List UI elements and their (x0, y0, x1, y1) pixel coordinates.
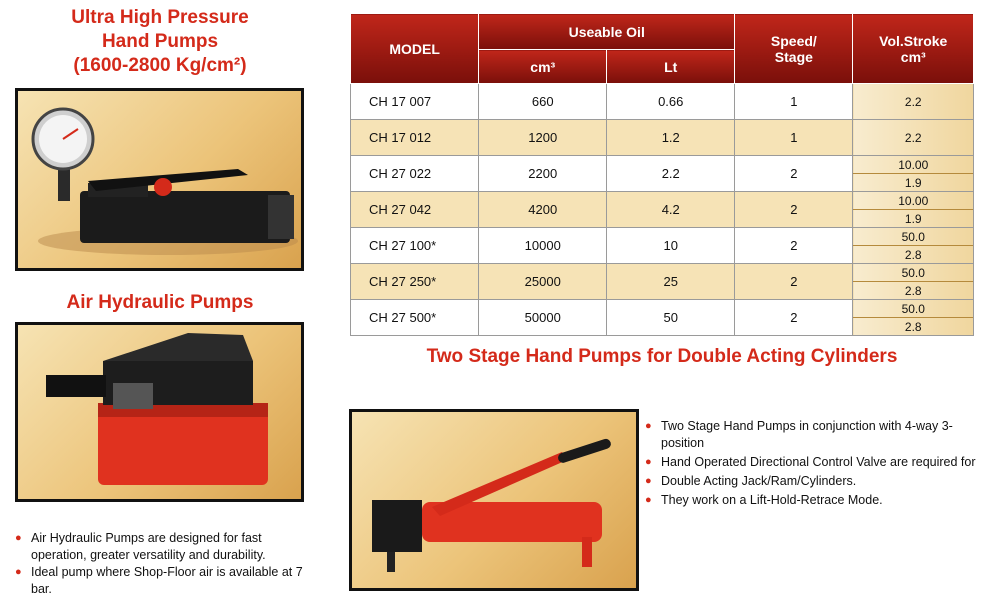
vol-stroke-value: 10.00 (853, 156, 973, 174)
cell-cm3: 10000 (479, 228, 607, 264)
vol-stroke-value: 50.0 (853, 300, 973, 318)
cell-cm3: 25000 (479, 264, 607, 300)
vol-stroke-value: 2.8 (904, 283, 922, 298)
vol-stroke-value: 2.8 (904, 319, 922, 334)
cell-model: CH 17 007 (351, 84, 479, 120)
header-vol-stroke: Vol.Stroke cm³ (853, 14, 974, 84)
cell-cm3: 660 (479, 84, 607, 120)
cell-lt: 2.2 (607, 156, 735, 192)
vol-stroke-value: 2.8 (904, 247, 922, 262)
vol-stroke-value: 2.2 (904, 130, 922, 145)
cell-lt: 10 (607, 228, 735, 264)
two-stage-bullet-4: ● They work on a Lift-Hold-Retrace Mode. (645, 492, 990, 509)
cell-lt: 25 (607, 264, 735, 300)
cell-speed: 1 (735, 84, 853, 120)
cell-lt: 0.66 (607, 84, 735, 120)
cell-model: CH 27 250* (351, 264, 479, 300)
air-pump-bullets (15, 530, 305, 598)
cell-model: CH 27 042 (351, 192, 479, 228)
two-stage-bullets (645, 418, 990, 509)
ultra-pump-title-line2: Hand Pumps (101, 31, 219, 52)
two-stage-bullet-3: ● Double Acting Jack/Ram/Cylinders. (645, 473, 990, 490)
header-useable-oil: Useable Oil (479, 14, 735, 50)
cell-vol-stroke (853, 156, 974, 192)
header-model: MODEL (351, 14, 479, 84)
cell-cm3: 2200 (479, 156, 607, 192)
cell-model: CH 27 022 (351, 156, 479, 192)
air-pump-title: Air Hydraulic Pumps (66, 292, 254, 313)
cell-vol-stroke (853, 300, 974, 336)
vol-stroke-value: 1.9 (904, 211, 922, 226)
vol-stroke-value: 50.0 (853, 228, 973, 246)
cell-speed: 2 (735, 264, 853, 300)
spec-table-body (351, 84, 974, 336)
cell-model: CH 17 012 (351, 120, 479, 156)
ultra-pump-photo (15, 88, 304, 271)
cell-vol-stroke (853, 192, 974, 228)
table-row (351, 192, 974, 228)
cell-cm3: 50000 (479, 300, 607, 336)
ultra-pump-title-line1: Ultra High Pressure (71, 7, 249, 28)
cell-cm3: 4200 (479, 192, 607, 228)
vol-stroke-value: 50.0 (853, 264, 973, 282)
cell-vol-stroke (853, 228, 974, 264)
cell-lt: 4.2 (607, 192, 735, 228)
hand-pump-image (18, 91, 301, 268)
two-stage-bullet-1: ● Two Stage Hand Pumps in conjunction with 4-way 3-position (645, 418, 990, 452)
ultra-pump-title (30, 6, 290, 78)
spec-table (350, 13, 974, 336)
cell-speed: 2 (735, 192, 853, 228)
two-stage-bullet-2: ● Hand Operated Directional Control Valve are required for (645, 454, 990, 471)
cell-speed: 2 (735, 228, 853, 264)
cell-vol-stroke (853, 120, 974, 156)
vol-stroke-value: 10.00 (853, 192, 973, 210)
cell-cm3: 1200 (479, 120, 607, 156)
cell-vol-stroke (853, 84, 974, 120)
cell-model: CH 27 100* (351, 228, 479, 264)
table-row (351, 120, 974, 156)
vol-stroke-value: 1.9 (904, 175, 922, 190)
table-row (351, 300, 974, 336)
header-lt: Lt (607, 50, 735, 84)
header-speed-stage: Speed/ Stage (735, 14, 853, 84)
table-row (351, 84, 974, 120)
table-row (351, 156, 974, 192)
ultra-pump-title-line3: (1600-2800 Kg/cm²) (73, 55, 247, 76)
vol-stroke-value: 2.2 (904, 94, 922, 109)
table-row (351, 264, 974, 300)
cell-lt: 1.2 (607, 120, 735, 156)
two-stage-pump-photo (349, 409, 639, 591)
cell-model: CH 27 500* (351, 300, 479, 336)
cell-speed: 2 (735, 300, 853, 336)
header-cm3: cm³ (479, 50, 607, 84)
air-pump-photo (15, 322, 304, 502)
air-bullet-1: ● Air Hydraulic Pumps are designed for fast operation, greater versatility and durability. (15, 530, 305, 564)
air-bullet-2: ● Ideal pump where Shop-Floor air is available at 7 bar. (15, 564, 305, 598)
air-pump-image (18, 325, 301, 499)
cell-speed: 2 (735, 156, 853, 192)
two-stage-pump-image (352, 412, 636, 588)
table-row (351, 228, 974, 264)
two-stage-title: Two Stage Hand Pumps for Double Acting Cylinders (426, 346, 898, 367)
cell-lt: 50 (607, 300, 735, 336)
cell-speed: 1 (735, 120, 853, 156)
cell-vol-stroke (853, 264, 974, 300)
